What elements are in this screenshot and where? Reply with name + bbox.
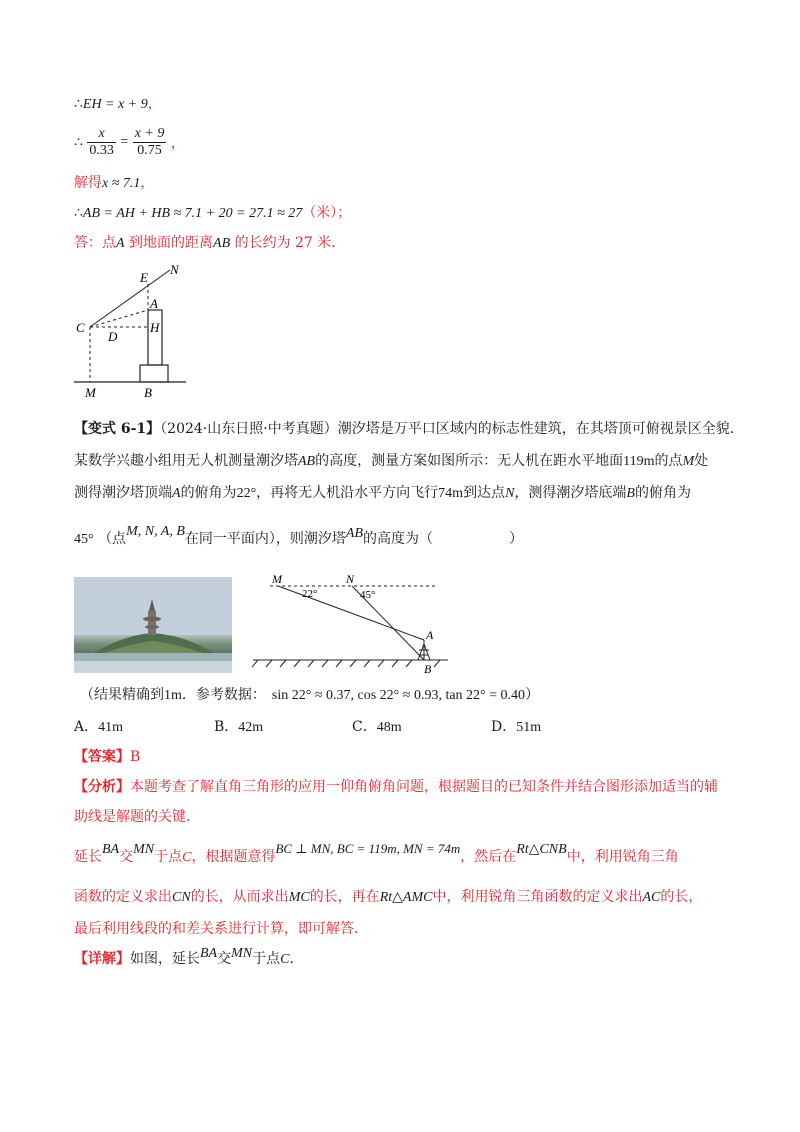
fig2-label-a: A <box>426 628 434 642</box>
equation-eh: EH = x + 9 <box>82 97 148 112</box>
reference-note <box>80 684 539 707</box>
point-n-label: N <box>505 486 515 501</box>
points-list: M, N, A, B <box>126 524 185 539</box>
answer-value: B <box>130 749 141 765</box>
punct: ， <box>147 96 162 112</box>
note-text-1: （结果精确到 <box>80 687 164 703</box>
variant-text-3e: ，再将无人机沿水平方向飞行 <box>256 485 439 501</box>
variant-text-3g: 到达点 <box>463 485 506 501</box>
variant-text-3a: 测得潮汐塔顶端 <box>74 485 172 501</box>
triangle-cnb: Rt△CNB <box>516 842 567 857</box>
fraction-left-denominator: 0.33 <box>89 143 114 158</box>
angle-45: 45° <box>74 532 94 547</box>
punct: ， <box>170 135 185 152</box>
detail-text-4: ． <box>289 951 304 967</box>
tower-photo-image <box>74 577 232 673</box>
tower-photo <box>74 577 232 673</box>
variant-text-2e: 的点 <box>654 453 683 469</box>
detail-text-2: 交 <box>217 951 232 967</box>
fig2-label-b: B <box>424 662 432 676</box>
option-a[interactable] <box>74 716 123 739</box>
fraction-right-denominator: 0.75 <box>137 143 162 158</box>
triangle-amc: Rt△AMC <box>379 890 433 905</box>
analysis-text-2: 助线是解题的关键． <box>74 809 200 825</box>
point-a-label: A <box>172 486 181 501</box>
variant-text-2g: 处 <box>694 453 709 469</box>
analysis-line-1 <box>74 776 718 798</box>
point-c-label: C <box>280 952 290 967</box>
height-value: 119m <box>623 454 655 469</box>
option-c[interactable] <box>352 716 402 739</box>
answer-tag: 【答案】 <box>74 749 130 765</box>
fig1-label-m: M <box>85 385 96 400</box>
angle-22: 22° <box>236 486 257 501</box>
analysis-3a: 延长 <box>74 849 102 865</box>
answer-text-1: 答：点 <box>74 235 116 251</box>
segment-ab-label: AB <box>213 236 231 251</box>
equation-ab: AB = AH + HB ≈ 7.1 + 20 = 27.1 ≈ 27 <box>82 206 303 221</box>
analysis-line-5 <box>74 918 368 940</box>
option-label: A． <box>74 719 99 735</box>
solution-line-1 <box>74 93 162 116</box>
analysis-4i: 的长， <box>660 889 703 905</box>
segment-cn-label: CN <box>172 890 191 905</box>
segment-mc-label: MC <box>288 890 310 905</box>
geometry-figure-2 <box>248 570 450 680</box>
variant-source: （2024·山东日照·中考真题） <box>160 421 338 437</box>
fig2-label-m: M <box>272 572 282 586</box>
fig1-label-b: B <box>144 385 152 400</box>
variant-text-3c: 的俯角为 <box>180 485 237 501</box>
option-label: C． <box>352 719 377 735</box>
answer-line <box>74 746 140 768</box>
analysis-line-2 <box>74 806 200 828</box>
fraction-right <box>133 126 167 159</box>
variant-text-2c: 的高度，测量方案如图所示：无人机在距水平地面 <box>315 453 624 469</box>
analysis-tag: 【分析】 <box>74 779 130 795</box>
detail-text-1: 如图，延长 <box>130 951 200 967</box>
variant-text-3k: 的俯角为 <box>634 485 691 501</box>
analysis-line-3 <box>74 841 679 869</box>
detail-line <box>74 948 303 971</box>
variant-line-3 <box>74 482 691 505</box>
therefore-symbol: ∴ <box>74 205 83 221</box>
segment-ba-label: BA <box>200 946 218 961</box>
fig2-label-n: N <box>346 572 355 586</box>
fig2-angle-22: 22° <box>302 588 318 600</box>
option-label: D． <box>491 719 517 735</box>
punct: ， <box>140 175 155 191</box>
variant-text-4d: 在同一平面内），则潮汐塔 <box>184 531 346 547</box>
segment-mn-label: MN <box>133 842 155 857</box>
analysis-text-5: 最后利用线段的和差关系进行计算，即可解答． <box>74 921 368 937</box>
detail-text-3: 于点 <box>252 951 281 967</box>
fig1-label-c: C <box>76 320 85 335</box>
variant-text-1: 潮汐塔是万平口区域内的标志性建筑，在其塔顶可俯视景区全貌． <box>337 421 744 437</box>
analysis-4g: 中，利用锐角三角函数的定义求出 <box>432 889 643 905</box>
analysis-line-4 <box>74 886 702 909</box>
solution-line-4 <box>74 202 351 225</box>
detail-tag: 【详解】 <box>74 951 130 967</box>
solution-x: x ≈ 7.1 <box>102 176 141 191</box>
solve-text: 解得 <box>74 175 102 191</box>
fig2-angle-45: 45° <box>360 589 376 601</box>
fraction-left <box>87 126 116 159</box>
analysis-4e: 的长，再在 <box>309 889 380 905</box>
therefore-symbol: ∴ <box>74 96 83 112</box>
fig1-label-e: E <box>140 270 148 285</box>
note-end: ） <box>525 687 540 703</box>
point-m-label: M <box>682 454 695 469</box>
geometry-figure-1 <box>70 262 200 400</box>
segment-ab-label: AB <box>298 454 316 469</box>
option-value: 48m <box>376 720 402 735</box>
option-value: 42m <box>238 720 264 735</box>
variant-text-4f: 的高度为（ <box>363 531 434 547</box>
fraction-left-numerator: x <box>87 126 116 143</box>
analysis-text-1: 本题考查了解直角三角形的应用一仰角俯角问题，根据题目的已知条件并结合图形添加适当的辅 <box>130 779 718 795</box>
note-text-2: ．参考数据： <box>181 687 266 703</box>
variant-text-2a: 某数学兴趣小组用无人机测量潮汐塔 <box>74 453 298 469</box>
point-b-label: B <box>626 486 635 501</box>
analysis-3g: ，根据题意得 <box>191 849 276 865</box>
point-a-label: A <box>116 236 125 251</box>
fraction-right-numerator: x + 9 <box>134 126 165 141</box>
analysis-4c: 的长，从而求出 <box>190 889 289 905</box>
analysis-3k: 中，利用锐角三角 <box>566 849 679 865</box>
variant-line-1 <box>74 418 744 440</box>
variant-line-2 <box>74 450 708 473</box>
variant-text-3i: ，测得潮汐塔底端 <box>514 485 627 501</box>
answer-text-3: 的长约为 27 米． <box>234 235 346 251</box>
distance-74m: 74m <box>438 486 464 501</box>
point-c-label: C <box>182 850 192 865</box>
segment-mn-label: MN <box>231 946 253 961</box>
reference-data: sin 22° ≈ 0.37, cos 22° ≈ 0.93, tan 22° = 0.40 <box>271 688 526 703</box>
fig1-label-n: N <box>170 262 179 277</box>
solution-line-3 <box>74 172 154 195</box>
variant-text-4b: （点 <box>98 531 127 547</box>
fig1-label-h: H <box>150 320 160 335</box>
option-value: 41m <box>98 720 124 735</box>
segment-ab-label: AB <box>345 526 364 541</box>
option-d[interactable] <box>491 716 541 739</box>
equals-sign: = <box>120 134 129 150</box>
variant-text-4g: ） <box>509 531 524 547</box>
option-value: 51m <box>516 720 542 735</box>
option-label: B． <box>214 719 239 735</box>
answer-text-2: 到地面的距离 <box>129 235 214 251</box>
fig1-label-a: A <box>150 296 158 311</box>
option-b[interactable] <box>214 716 263 739</box>
variant-tag: 【变式 6-1】 <box>74 421 161 437</box>
therefore-symbol: ∴ <box>74 134 83 151</box>
given-conditions: BC ⊥ MN, BC = 119m, MN = 74m <box>275 841 461 856</box>
unit-meter: （米）； <box>302 205 352 221</box>
analysis-3e: 于点 <box>154 849 183 865</box>
precision: 1m <box>164 688 182 703</box>
solution-line-2 <box>74 126 185 159</box>
segment-ba-label: BA <box>102 842 120 857</box>
variant-line-4 <box>74 524 524 551</box>
analysis-4a: 函数的定义求出 <box>74 889 172 905</box>
analysis-3i: ，然后在 <box>460 849 517 865</box>
answer-statement <box>74 232 345 255</box>
fig1-label-d: D <box>108 329 118 344</box>
analysis-3c: 交 <box>119 849 134 865</box>
segment-ac-label: AC <box>642 890 661 905</box>
